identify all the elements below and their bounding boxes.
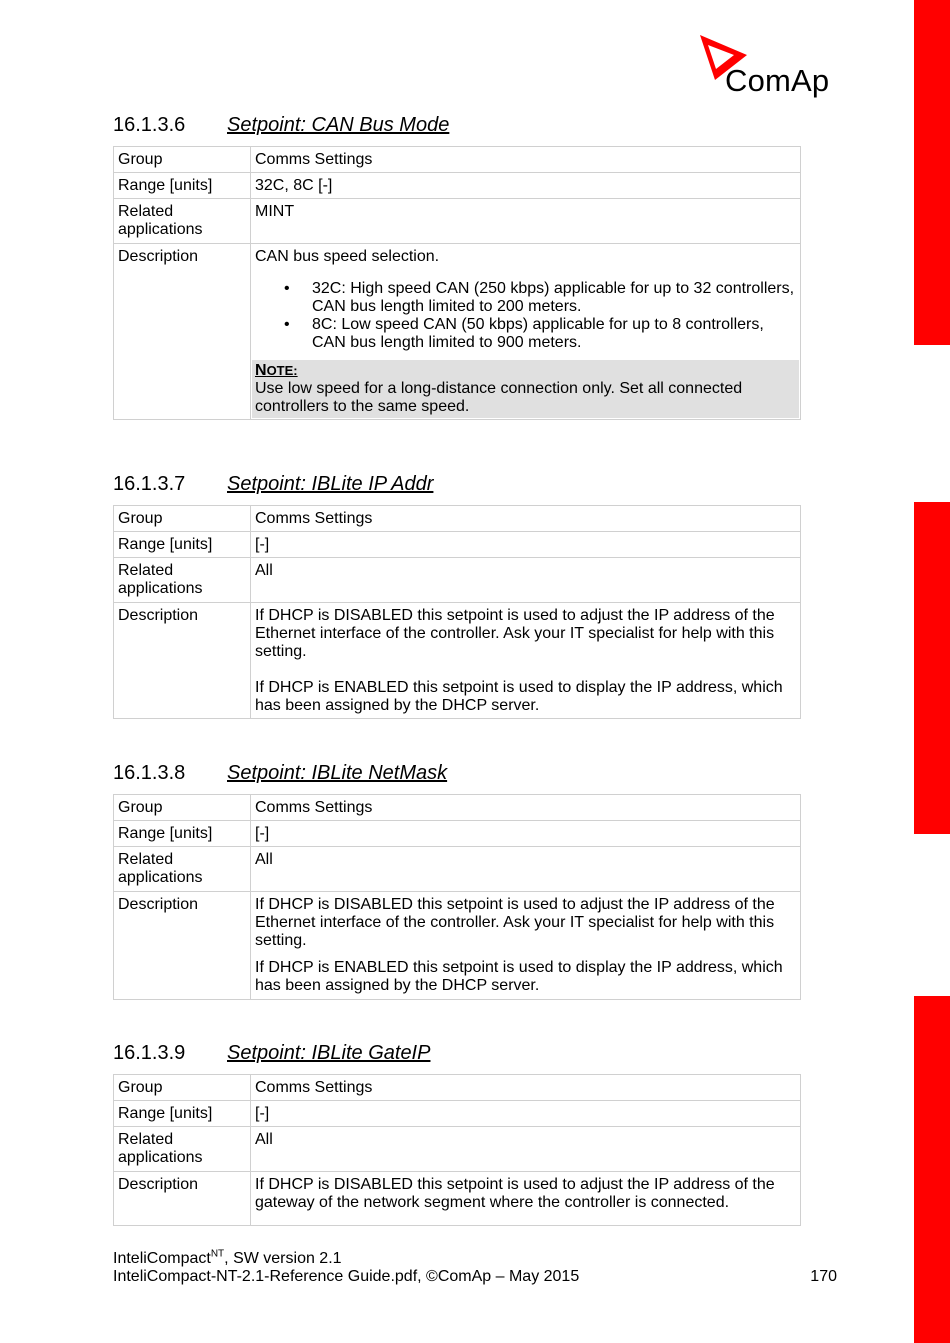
- row-label: Description: [114, 892, 251, 1000]
- row-value: Comms Settings: [251, 1075, 801, 1101]
- side-tab-2: [914, 502, 950, 834]
- description-cell: [251, 1172, 801, 1226]
- row-label: Related applications: [114, 1127, 251, 1172]
- row-label: Range [units]: [114, 1101, 251, 1127]
- bullet-icon: •: [284, 280, 290, 297]
- footer-product-line: InteliCompact$^{NT}$, SW version 2.1: [113, 1248, 342, 1267]
- row-label: Group: [114, 506, 251, 532]
- note-box: [252, 360, 799, 418]
- row-label: Group: [114, 147, 251, 173]
- note-text: Use low speed for a long-distance connection only. Set all connected controllers to the same speed.: [255, 380, 743, 415]
- row-label: Range [units]: [114, 532, 251, 558]
- row-label: Description: [114, 244, 251, 420]
- section-iblite-gateip: [113, 1041, 801, 1226]
- description-cell: [251, 244, 801, 420]
- row-label: Range [units]: [114, 173, 251, 199]
- list-item: • 32C: High speed CAN (250 kbps) applicable for up to 32 controllers, CAN bus length limited to 200 meters.: [284, 280, 795, 315]
- row-label: Related applications: [114, 199, 251, 244]
- description-cell: [251, 892, 801, 1000]
- description-cell: [251, 603, 801, 719]
- section-heading: [113, 761, 801, 786]
- section-number: 16.1.3.9: [113, 1042, 186, 1064]
- row-value: Comms Settings: [251, 795, 801, 821]
- page-number: 170: [810, 1268, 837, 1285]
- row-value: MINT: [251, 199, 801, 244]
- row-value: All: [251, 558, 801, 603]
- comap-logo: [698, 33, 843, 103]
- setpoint-table: [113, 505, 801, 719]
- description-text: If DHCP is ENABLED this setpoint is used to display the IP address, which has been assigned by the DHCP server.: [255, 959, 783, 994]
- section-heading: [113, 1041, 801, 1066]
- table-row: [114, 795, 801, 821]
- description-text: If DHCP is ENABLED this setpoint is used to display the IP address, which has been assigned by the DHCP server.: [255, 679, 783, 714]
- section-can-bus-mode: [113, 113, 801, 420]
- table-row: [114, 892, 801, 1000]
- row-label: Description: [114, 1172, 251, 1226]
- row-label: Group: [114, 795, 251, 821]
- section-iblite-ip-addr: [113, 472, 801, 719]
- table-row: [114, 506, 801, 532]
- section-number: 16.1.3.6: [113, 114, 186, 136]
- section-title-link[interactable]: Setpoint: CAN Bus Mode: [227, 114, 450, 136]
- row-label: Related applications: [114, 558, 251, 603]
- table-row: [114, 199, 801, 244]
- description-text: If DHCP is DISABLED this setpoint is used to adjust the IP address of the Ethernet interface of the controller. Ask your IT specialist for help with this setting.: [255, 896, 775, 949]
- row-label: Range [units]: [114, 821, 251, 847]
- bullet-list: [255, 280, 796, 352]
- setpoint-table: [113, 794, 801, 1000]
- row-value: Comms Settings: [251, 147, 801, 173]
- list-item: • 8C: Low speed CAN (50 kbps) applicable for up to 8 controllers, CAN bus length limited to 900 meters.: [284, 316, 764, 351]
- row-value: All: [251, 847, 801, 892]
- description-text: If DHCP is DISABLED this setpoint is used to adjust the IP address of the Ethernet interface of the controller. Ask your IT specialist for help with this setting.: [255, 607, 775, 660]
- row-value: All: [251, 1127, 801, 1172]
- table-row: [114, 847, 801, 892]
- side-tab-1: [914, 0, 950, 345]
- section-heading: [113, 472, 801, 497]
- row-label: Description: [114, 603, 251, 719]
- table-row: [114, 173, 801, 199]
- setpoint-table: [113, 146, 801, 420]
- row-value: [-]: [251, 821, 801, 847]
- section-title-link[interactable]: Setpoint: IBLite NetMask: [227, 762, 448, 784]
- setpoint-table: [113, 1074, 801, 1226]
- section-iblite-netmask: [113, 761, 801, 1000]
- row-value: Comms Settings: [251, 506, 801, 532]
- row-label: Group: [114, 1075, 251, 1101]
- page-footer: [113, 1250, 837, 1286]
- description-text: If DHCP is DISABLED this setpoint is used to adjust the IP address of the gateway of the network segment where the controller is connected.: [255, 1176, 775, 1211]
- section-heading: [113, 113, 801, 138]
- table-row: [114, 1075, 801, 1101]
- table-row: [114, 1101, 801, 1127]
- row-label: Related applications: [114, 847, 251, 892]
- section-number: 16.1.3.8: [113, 762, 186, 784]
- table-row: [114, 147, 801, 173]
- section-title-link[interactable]: Setpoint: IBLite IP Addr: [227, 473, 434, 495]
- note-title: NOTE:: [255, 362, 298, 379]
- table-row: [114, 603, 801, 719]
- table-row: [114, 558, 801, 603]
- table-row: [114, 821, 801, 847]
- bullet-icon: •: [284, 316, 290, 333]
- row-value: [-]: [251, 532, 801, 558]
- table-row: [114, 1172, 801, 1226]
- footer-doc-line: InteliCompact-NT-2.1-Reference Guide.pdf, ©ComAp – May 2015: [113, 1268, 580, 1285]
- row-value: 32C, 8C [-]: [251, 173, 801, 199]
- side-tab-3: [914, 996, 950, 1343]
- section-title-link[interactable]: Setpoint: IBLite GateIP: [227, 1042, 431, 1064]
- table-row: [114, 1127, 801, 1172]
- row-value: [-]: [251, 1101, 801, 1127]
- table-row: [114, 244, 801, 420]
- table-row: [114, 532, 801, 558]
- description-text: CAN bus speed selection.: [255, 248, 440, 265]
- section-number: 16.1.3.7: [113, 473, 186, 495]
- logo-text: ComAp: [725, 63, 830, 98]
